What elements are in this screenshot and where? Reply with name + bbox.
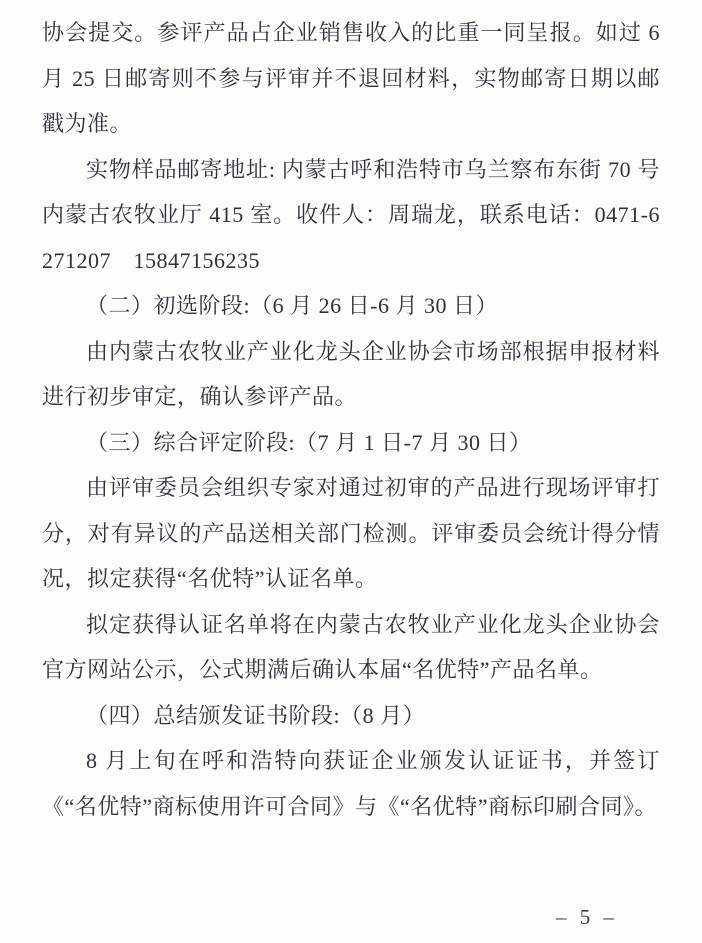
paragraph: 由评审委员会组织专家对通过初审的产品进行现场评审打分，对有异议的产品送相关部门检测。评审委员会统计得分情况，拟定获得“名优特”认证名单。 [42, 475, 660, 591]
paragraph: 8 月上旬在呼和浩特向获证企业颁发认证证书，并签订《“名优特”商标使用许可合同》与《“名优特”商标印刷合同》。 [42, 748, 660, 819]
paragraph: （四）总结颁发证书阶段:（8 月） [86, 702, 426, 728]
paragraph: 拟定获得认证名单将在内蒙古农牧业产业化龙头企业协会官方网站公示，公式期满后确认本届“名优特”产品名单。 [42, 611, 660, 682]
paragraph: 实物样品邮寄地址: 内蒙古呼和浩特市乌兰察布东街 70 号内蒙古农牧业厅 415 室。收件人：周瑞龙，联系电话：0471-6271207 15847156235 [42, 156, 660, 273]
page-number: – 5 – [556, 905, 618, 929]
paragraph: 由内蒙古农牧业产业化龙头企业协会市场部根据申报材料进行初步审定，确认参评产品。 [42, 338, 660, 409]
paragraph: （三）综合评定阶段:（7 月 1 日-7 月 30 日） [86, 429, 532, 455]
paragraph: 协会提交。参评产品占企业销售收入的比重一同呈报。如过 6 月 25 日邮寄则不参与评审并不退回材料，实物邮寄日期以邮戳为准。 [42, 20, 660, 136]
document-body [42, 10, 660, 829]
paragraph: （二）初选阶段:（6 月 26 日-6 月 30 日） [86, 293, 498, 318]
